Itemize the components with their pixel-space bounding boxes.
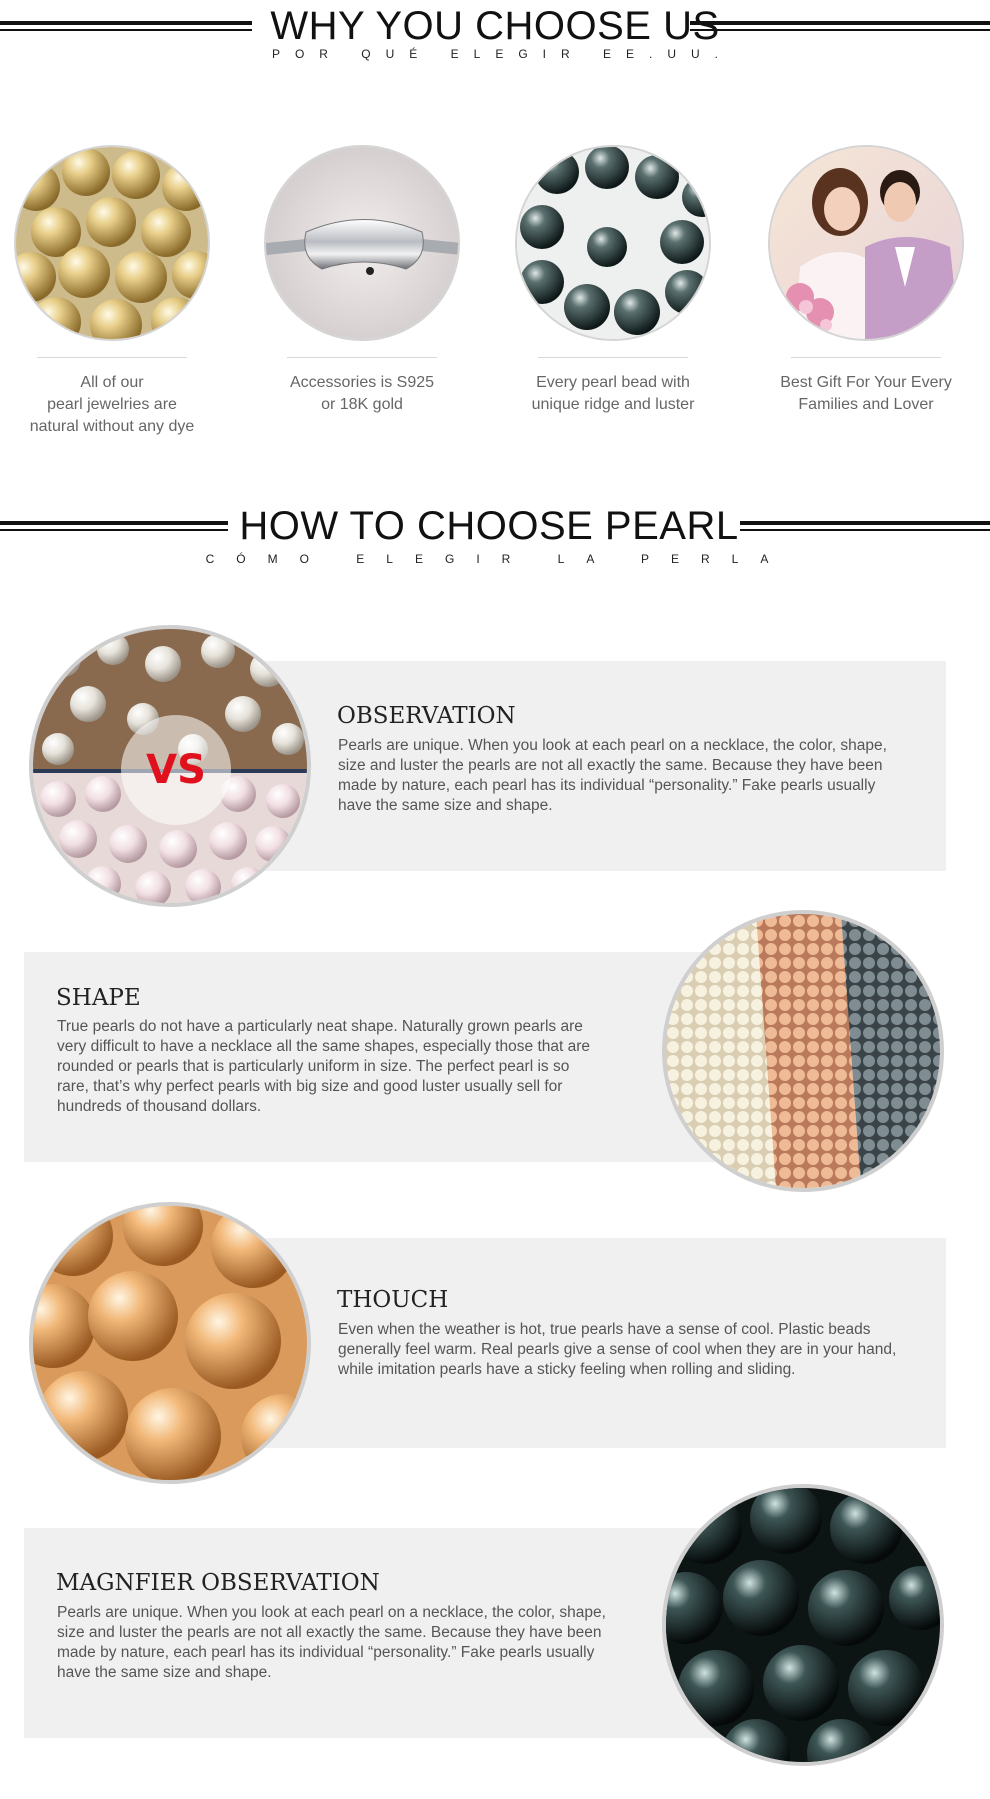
golden-pearls-photo [14,145,210,341]
black-pearls-photo [662,1484,944,1766]
silver-clasp-photo [264,145,460,341]
tahitian-pearl-strand-photo [515,145,711,341]
pearl-strands-photo [662,910,944,1192]
feature-gift [766,145,966,416]
feature-unique [513,145,713,416]
feature-natural [12,145,212,438]
feature-caption: All of our pearl jewelries are natural without any dye [29,374,195,435]
observation-title: OBSERVATION [337,703,516,729]
shape-text: True pearls do not have a particularly neat shape. Naturally grown pearls are very difficult to have a necklace all the same shapes, especially those that are rounded or pearls that is particularly uniform in size. The perfect pearl is so rare, that’s why perfect pearls with big size and good luster usually sell for hundreds of thousand dollars. [57,1018,591,1115]
feature-divider [538,357,688,358]
how-subtitle: CÓMO ELEGIR LA PERLA [205,552,791,566]
feature-caption: Accessories is S925 or 18K gold [289,374,435,413]
feature-divider [287,357,437,358]
feature-accessories [262,145,462,416]
golden-pearls-closeup-photo [29,1202,311,1484]
why-title: WHY YOU CHOOSE US [270,4,720,48]
feature-divider [791,357,941,358]
magnifier-title: MAGNFIER OBSERVATION [56,1570,380,1596]
magnifier-text: Pearls are unique. When you look at each pearl on a necklace, the color, shape, size and luster the pearls are not all exactly the same. Because they have been made by nature, each pearl has its individual “personality.” Fake pearls usually have the same size and shape. [57,1604,606,1681]
shape-title: SHAPE [56,985,141,1011]
observation-text: Pearls are unique. When you look at each pearl on a necklace, the color, shape, size and luster the pearls are not all exactly the same. Because they have been made by nature, each pearl has its individual “personality.” Fake pearls usually have the same size and shape. [338,737,887,814]
feature-caption: Every pearl bead with unique ridge and luster [531,374,695,413]
why-subtitle: POR QUÉ ELEGIR EE.UU. [271,47,734,61]
vs-comparison-photo [29,625,311,907]
how-title: HOW TO CHOOSE PEARL [239,504,739,548]
wedding-couple-photo [768,145,964,341]
vs-badge: VS [121,715,231,825]
feature-caption: Best Gift For Your Every Families and Lover [780,374,952,413]
touch-title: THOUCH [337,1287,449,1313]
feature-divider [37,357,187,358]
touch-text: Even when the weather is hot, true pearls have a sense of cool. Plastic beads generally feel warm. Real pearls give a sense of cool when they are in your hand, while imitation pearls have a sticky feeling when rolling and sliding. [338,1321,897,1378]
